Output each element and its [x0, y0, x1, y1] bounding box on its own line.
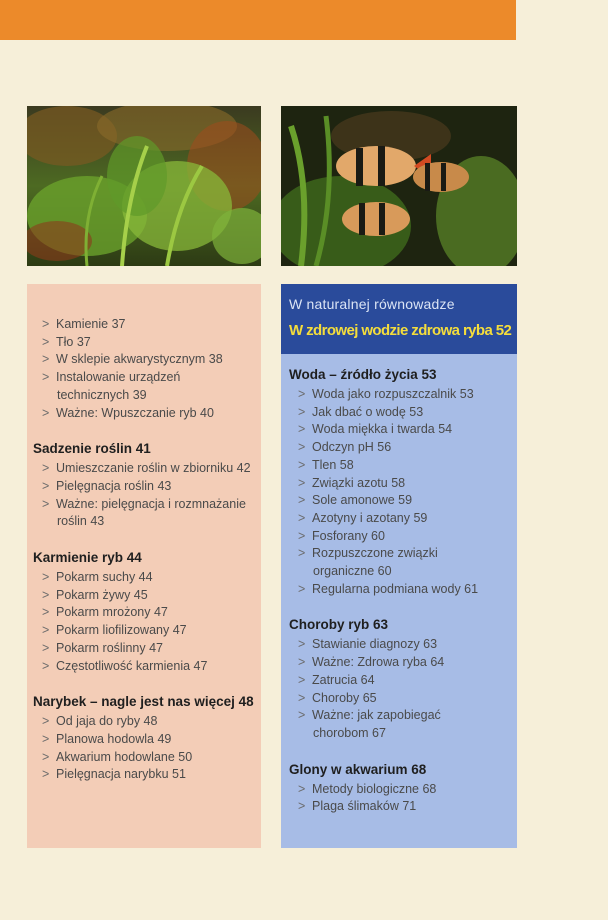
entry-text: Ważne: Zdrowa ryba 64 — [312, 655, 445, 670]
entry-text: Pokarm roślinny 47 — [56, 640, 163, 655]
entry-text: Umieszczanie roślin w zbiorniku 42 — [56, 461, 251, 476]
entry-text: Planowa hodowla 49 — [56, 731, 172, 746]
chevron-right-icon: > — [42, 461, 50, 476]
chevron-right-icon: > — [298, 493, 306, 508]
chevron-right-icon: > — [42, 767, 50, 782]
entry-text: Pielęgnacja roślin 43 — [56, 478, 172, 493]
chevron-right-icon: > — [298, 655, 306, 670]
entry-text: Sole amonowe 59 — [312, 493, 413, 508]
toc-entry — [289, 581, 517, 599]
chevron-right-icon: > — [298, 475, 306, 490]
toc-entry — [33, 622, 261, 640]
entry-text: Od jaja do ryby 48 — [56, 714, 158, 729]
chevron-right-icon: > — [298, 690, 306, 705]
toc-entry — [289, 386, 517, 404]
toc-entry — [289, 528, 517, 546]
entry-text: Kamienie 37 — [56, 317, 126, 331]
chevron-right-icon: > — [298, 708, 306, 723]
chevron-right-icon: > — [42, 640, 50, 655]
toc-entry — [289, 404, 517, 422]
chevron-right-icon: > — [298, 546, 306, 561]
chevron-right-icon: > — [298, 528, 306, 543]
toc-entry — [289, 798, 517, 816]
toc-entry — [289, 654, 517, 672]
series-title: W naturalnej równowadze — [289, 296, 455, 312]
chevron-right-icon: > — [42, 605, 50, 620]
toc-entry — [289, 672, 517, 690]
entry-text: Odczyn pH 56 — [312, 440, 392, 455]
chevron-right-icon: > — [298, 387, 306, 401]
chevron-right-icon: > — [298, 799, 306, 814]
left-contents-panel — [27, 284, 261, 848]
entry-text: Pokarm żywy 45 — [56, 587, 148, 602]
toc-entry — [33, 460, 261, 478]
toc-entry — [289, 510, 517, 528]
chevron-right-icon: > — [42, 496, 50, 511]
chevron-right-icon: > — [42, 352, 50, 367]
toc-entry — [289, 439, 517, 457]
section-heading: Glony w akwarium 68 — [289, 761, 427, 777]
entry-text: W sklepie akwarystycznym 38 — [56, 352, 223, 367]
toc-entry — [33, 604, 261, 622]
toc-entry — [289, 707, 517, 742]
entry-text: Tło 37 — [56, 334, 91, 349]
aquarium-plants-photo — [27, 106, 261, 266]
entry-text: Woda miękka i twarda 54 — [312, 422, 453, 437]
toc-entry — [289, 492, 517, 510]
toc-entry — [33, 658, 261, 676]
entry-text: Pokarm liofilizowany 47 — [56, 623, 187, 638]
entry-text: Ważne: pielęgnacja i rozmnażanie — [56, 496, 246, 511]
chevron-right-icon: > — [298, 404, 306, 419]
toc-entry — [289, 781, 517, 799]
chevron-right-icon: > — [298, 637, 306, 652]
tiger-barb-fish-photo — [281, 106, 517, 266]
chapter-header — [281, 284, 517, 354]
toc-entry — [33, 749, 261, 767]
chapter-title: W zdrowej wodzie zdrowa ryba 52 — [289, 322, 512, 339]
toc-entry — [33, 478, 261, 496]
toc-entry — [33, 316, 261, 334]
entry-text: Fosforany 60 — [312, 528, 385, 543]
entry-text: Ważne: Wpuszczanie ryb 40 — [56, 405, 214, 420]
chevron-right-icon: > — [298, 457, 306, 472]
chevron-right-icon: > — [42, 317, 50, 331]
toc-entry — [33, 766, 261, 784]
chevron-right-icon: > — [42, 731, 50, 746]
chevron-right-icon: > — [42, 334, 50, 349]
toc-entry — [33, 731, 261, 749]
entry-text: Pokarm suchy 44 — [56, 570, 153, 585]
chevron-right-icon: > — [298, 422, 306, 437]
entry-text: Instalowanie urządzeń — [56, 370, 181, 385]
chevron-right-icon: > — [42, 478, 50, 493]
entry-text: Regularna podmiana wody 61 — [312, 581, 479, 596]
chevron-right-icon: > — [298, 781, 306, 796]
toc-entry — [33, 713, 261, 731]
section-heading: Woda – źródło życia 53 — [289, 367, 437, 382]
entry-text-continued: roślin 43 — [57, 514, 105, 529]
toc-entry — [33, 496, 261, 531]
chevron-right-icon: > — [42, 570, 50, 585]
entry-text: Pokarm mrożony 47 — [56, 605, 168, 620]
chevron-right-icon: > — [42, 587, 50, 602]
toc-entry — [289, 421, 517, 439]
entry-text: Azotyny i azotany 59 — [312, 510, 428, 525]
entry-text: Tlen 58 — [312, 457, 354, 472]
toc-section — [33, 693, 261, 784]
entry-text: Rozpuszczone związki — [312, 546, 438, 561]
chevron-right-icon: > — [42, 623, 50, 638]
chevron-right-icon: > — [42, 370, 50, 385]
chevron-right-icon: > — [298, 672, 306, 687]
toc-entry — [33, 405, 261, 423]
toc-entry — [33, 640, 261, 658]
chevron-right-icon: > — [298, 510, 306, 525]
section-heading: Karmienie ryb 44 — [33, 550, 142, 566]
toc-entry — [289, 545, 517, 580]
entry-text: Związki azotu 58 — [312, 475, 406, 490]
toc-section — [33, 549, 261, 675]
chevron-right-icon: > — [42, 405, 50, 420]
toc-entry — [33, 587, 261, 605]
entry-text: Zatrucia 64 — [312, 672, 375, 687]
section-heading: Narybek – nagle jest nas więcej 48 — [33, 694, 254, 710]
entry-text-continued: technicznych 39 — [57, 387, 147, 402]
chevron-right-icon: > — [42, 749, 50, 764]
chevron-right-icon: > — [42, 658, 50, 673]
entry-text: Ważne: jak zapobiegać — [312, 708, 441, 723]
toc-entry — [289, 457, 517, 475]
entry-text: Woda jako rozpuszczalnik 53 — [312, 387, 474, 401]
toc-entry — [289, 636, 517, 654]
toc-section — [33, 316, 261, 422]
toc-entry — [33, 334, 261, 352]
toc-entry — [289, 690, 517, 708]
chevron-right-icon: > — [42, 714, 50, 729]
section-heading: Sadzenie roślin 41 — [33, 441, 151, 457]
entry-text: Stawianie diagnozy 63 — [312, 637, 438, 652]
toc-entry — [289, 475, 517, 493]
right-contents-panel — [281, 284, 517, 848]
left-sections — [33, 316, 261, 784]
entry-text: Plaga ślimaków 71 — [312, 799, 417, 814]
toc-section — [33, 440, 261, 531]
entry-text: Jak dbać o wodę 53 — [312, 404, 424, 419]
toc-section — [289, 761, 517, 816]
chevron-right-icon: > — [298, 440, 306, 455]
entry-text: Choroby 65 — [312, 690, 377, 705]
toc-entry — [33, 569, 261, 587]
orange-header-bar — [0, 0, 516, 40]
section-heading: Choroby ryb 63 — [289, 617, 389, 633]
entry-text: Częstotliwość karmienia 47 — [56, 658, 208, 673]
toc-section — [289, 616, 517, 742]
toc-entry — [33, 351, 261, 369]
entry-text: Metody biologiczne 68 — [312, 781, 437, 796]
toc-entry — [33, 369, 261, 404]
chevron-right-icon: > — [298, 581, 306, 596]
entry-text: Akwarium hodowlane 50 — [56, 749, 193, 764]
entry-text: Pielęgnacja narybku 51 — [56, 767, 186, 782]
right-sections — [281, 354, 517, 816]
entry-text-continued: organiczne 60 — [313, 564, 392, 579]
entry-text-continued: chorobom 67 — [313, 725, 386, 740]
toc-section — [289, 366, 517, 598]
